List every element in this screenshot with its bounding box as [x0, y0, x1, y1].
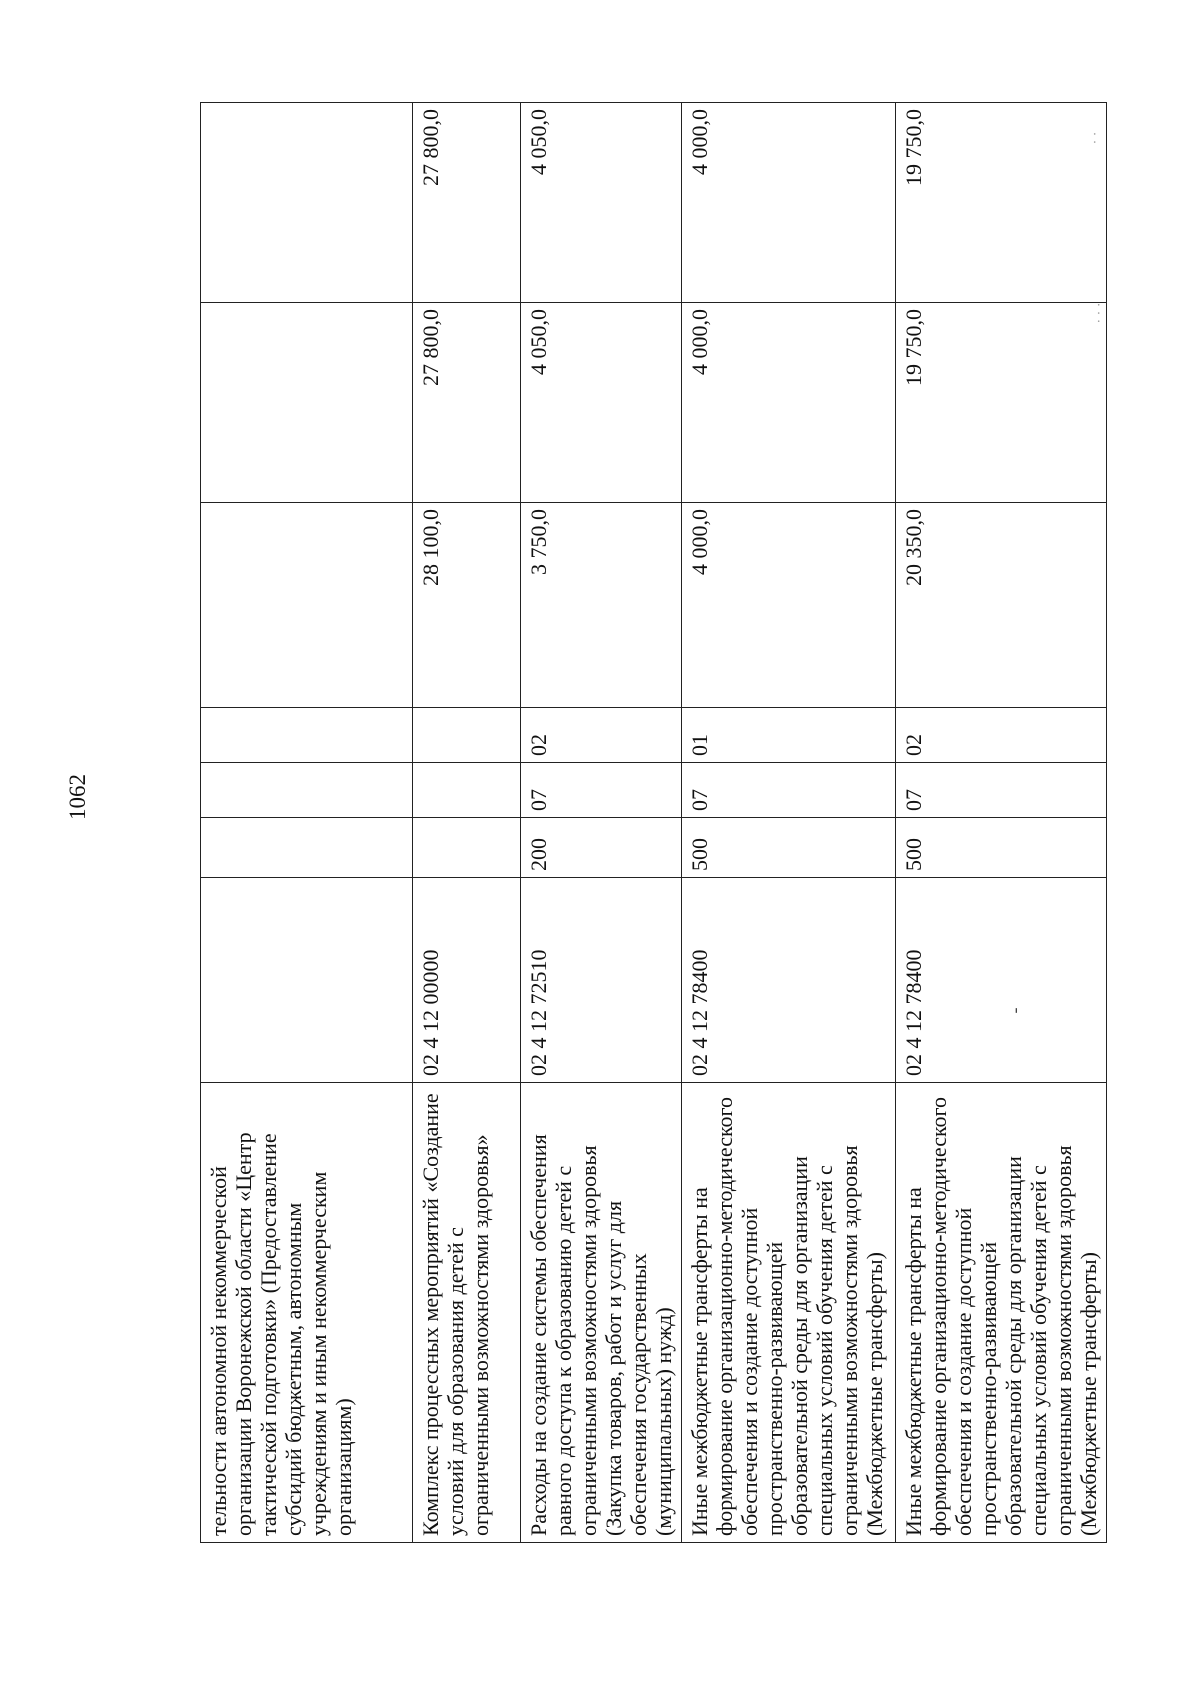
row-name-cell: Расходы на создание системы обеспечения равного доступа к образованию детей с ограниченными возможностями здоровья (Закупка товаров, работ и услуг для обеспечения государственных (муниципальных) нужд): [521, 1083, 682, 1543]
expense-type-cell: [201, 818, 413, 878]
scan-artifact: · · ·: [1092, 302, 1108, 324]
amount-year2-cell: 4 000,0: [682, 303, 896, 503]
rotated-table-container: [200, 103, 1101, 1543]
row-name-cell: Иные межбюджетные трансферты на формирование организационно-методического обеспечения и создание доступной пространственно-развивающей образовательной среды для организации специальных условий обучения детей с ограниченными возможностями здоровья (Межбюджетные трансферты): [896, 1083, 1107, 1543]
subsection-cell: 01: [682, 708, 896, 763]
amount-year3-cell: [201, 103, 413, 303]
table-row: [201, 103, 413, 1543]
subsection-cell: 02: [521, 708, 682, 763]
amount-year1-cell: 4 000,0: [682, 503, 896, 708]
page-number: 1062: [65, 774, 90, 820]
budget-table: [200, 102, 1107, 1543]
target-code-cell: 02 4 12 78400: [682, 878, 896, 1083]
amount-year1-cell: 3 750,0: [521, 503, 682, 708]
expense-type-cell: [413, 818, 521, 878]
row-name-cell: Иные межбюджетные трансферты на формирование организационно-методического обеспечения и создание доступной пространственно-развивающей образовательной среды для организации специальных условий обучения детей с ограниченными возможностями здоровья (Межбюджетные трансферты): [682, 1083, 896, 1543]
expense-type-cell: 500: [682, 818, 896, 878]
subsection-cell: [201, 708, 413, 763]
section-cell: [201, 763, 413, 818]
section-cell: 07: [682, 763, 896, 818]
section-cell: [413, 763, 521, 818]
table-row: [521, 103, 682, 1543]
row-name-cell: Комплекс процессных мероприятий «Создание условий для образования детей с ограниченными возможностями здоровья»: [413, 1083, 521, 1543]
section-cell: 07: [896, 763, 1107, 818]
table-row: [896, 103, 1107, 1543]
target-code-cell: [201, 878, 413, 1083]
amount-year3-cell: 19 750,0: [896, 103, 1107, 303]
expense-type-cell: 500: [896, 818, 1107, 878]
expense-type-cell: 200: [521, 818, 682, 878]
amount-year2-cell: 4 050,0: [521, 303, 682, 503]
amount-year1-cell: [201, 503, 413, 708]
section-cell: 07: [521, 763, 682, 818]
row-name-cell: тельности автономной некоммерческой организации Воронежской области «Центр тактической подготовки» (Предоставление субсидий бюджетным, автономным учреждениям и иным некоммерческим организациям): [201, 1083, 413, 1543]
subsection-cell: 02: [896, 708, 1107, 763]
amount-year3-cell: 4 000,0: [682, 103, 896, 303]
amount-year3-cell: 4 050,0: [521, 103, 682, 303]
table-row: [413, 103, 521, 1543]
subsection-cell: [413, 708, 521, 763]
target-code-cell: 02 4 12 00000: [413, 878, 521, 1083]
amount-year2-cell: 19 750,0: [896, 303, 1107, 503]
amount-year1-cell: 28 100,0: [413, 503, 521, 708]
table-row: [682, 103, 896, 1543]
target-code-cell: 02 4 12 78400: [896, 878, 1107, 1083]
scan-artifact: · ·: [1088, 131, 1104, 145]
amount-year1-cell: 20 350,0: [896, 503, 1107, 708]
amount-year2-cell: [201, 303, 413, 503]
target-code-cell: 02 4 12 72510: [521, 878, 682, 1083]
stray-mark: -: [1004, 1007, 1025, 1014]
amount-year2-cell: 27 800,0: [413, 303, 521, 503]
amount-year3-cell: 27 800,0: [413, 103, 521, 303]
